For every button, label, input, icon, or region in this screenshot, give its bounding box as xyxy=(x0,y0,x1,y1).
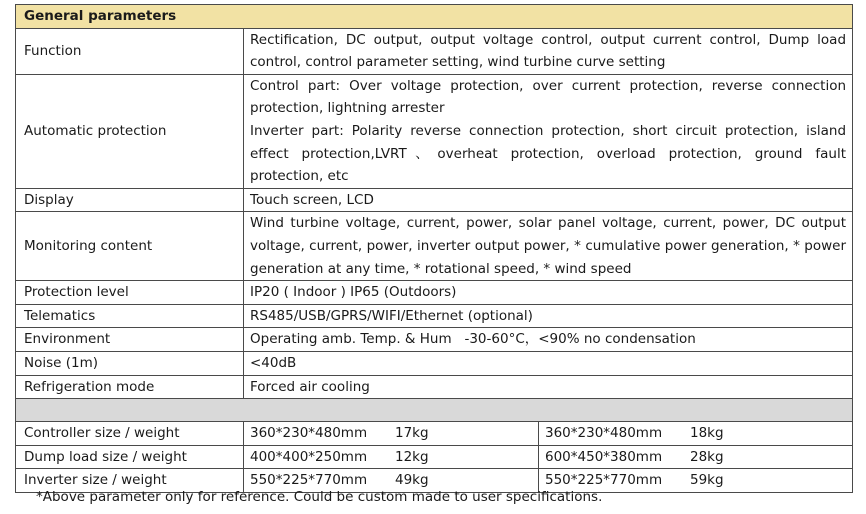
row-label-dump-load-size: Dump load size / weight xyxy=(16,445,244,469)
table-row xyxy=(16,28,853,74)
weight-text: 49kg xyxy=(395,472,429,489)
dimension-text: 550*225*770mm xyxy=(545,472,663,489)
table-row xyxy=(16,445,853,469)
weight-text: 12kg xyxy=(395,448,429,465)
dimension-text: 550*225*770mm xyxy=(250,472,368,489)
control-part-text: Control part: Over voltage protection, over current protection, reverse connection protection, lightning arrester xyxy=(250,77,847,117)
table-row xyxy=(16,212,853,281)
row-value-monitoring-content: Wind turbine voltage, current, power, solar panel voltage, current, power, DC output voltage, current, power, inverter output power, * cumulative power generation, * power generation at any time, * rotational speed, * wind speed xyxy=(244,212,853,281)
table-row xyxy=(16,328,853,352)
separator-cell xyxy=(16,399,853,422)
dimension-text: 360*230*480mm xyxy=(250,425,368,442)
row-label-display: Display xyxy=(16,188,244,212)
dimension-text: 400*400*250mm xyxy=(250,448,368,465)
table-title: General parameters xyxy=(16,5,853,29)
table-row xyxy=(16,304,853,328)
footnote: *Above parameter only for reference. Could be custom made to user specifications. xyxy=(36,489,603,505)
size-cell-a xyxy=(244,422,539,446)
row-label-automatic-protection: Automatic protection xyxy=(16,74,244,188)
size-cell-a xyxy=(244,445,539,469)
weight-text: 17kg xyxy=(395,425,429,442)
general-parameters-table xyxy=(15,4,853,493)
row-label-function: Function xyxy=(16,28,244,74)
row-label-refrigeration-mode: Refrigeration mode xyxy=(16,375,244,399)
row-value-display: Touch screen, LCD xyxy=(244,188,853,212)
dimension-text: 360*230*480mm xyxy=(545,425,663,442)
row-value-environment: Operating amb. Temp. & Hum -30-60°C，<90% no condensation xyxy=(244,328,853,352)
weight-text: 59kg xyxy=(690,472,724,489)
row-label-protection-level: Protection level xyxy=(16,281,244,305)
dimension-text: 600*450*380mm xyxy=(545,448,663,465)
weight-text: 28kg xyxy=(690,448,724,465)
row-value-protection-level: IP20 ( Indoor ) IP65 (Outdoors) xyxy=(244,281,853,305)
size-cell-b xyxy=(539,445,853,469)
row-value-function: Rectification, DC output, output voltage control, output current control, Dump load control, control parameter setting, wind turbine curve setting xyxy=(244,28,853,74)
row-value-telematics: RS485/USB/GPRS/WIFI/Ethernet (optional) xyxy=(244,304,853,328)
table-row xyxy=(16,74,853,188)
table-row xyxy=(16,422,853,446)
row-label-controller-size: Controller size / weight xyxy=(16,422,244,446)
row-label-telematics: Telematics xyxy=(16,304,244,328)
row-label-noise: Noise (1m) xyxy=(16,351,244,375)
table-row xyxy=(16,188,853,212)
table-row xyxy=(16,281,853,305)
weight-text: 18kg xyxy=(690,425,724,442)
size-cell-b xyxy=(539,422,853,446)
row-value-refrigeration-mode: Forced air cooling xyxy=(244,375,853,399)
separator-row xyxy=(16,399,853,422)
table-row xyxy=(16,375,853,399)
row-value-noise: <40dB xyxy=(244,351,853,375)
row-label-monitoring-content: Monitoring content xyxy=(16,212,244,281)
row-label-environment: Environment xyxy=(16,328,244,352)
inverter-part-text: Inverter part: Polarity reverse connection protection, short circuit protection, island effect protection,LVRT、overheat protection, overload protection, ground fault protection, etc xyxy=(250,122,847,185)
row-label-inverter-size: Inverter size / weight xyxy=(16,469,244,493)
table-row xyxy=(16,351,853,375)
table-header-row xyxy=(16,5,853,29)
row-value-automatic-protection xyxy=(244,74,853,188)
